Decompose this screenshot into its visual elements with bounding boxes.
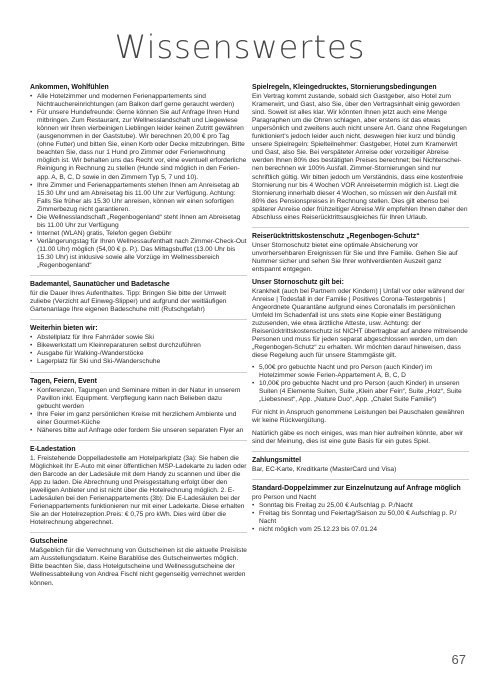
section-bademantel xyxy=(30,281,247,314)
section-reiseruecktritt xyxy=(252,233,469,274)
section-heading: Standard-Doppelzimmer zur Einzelnutzung auf Anfrage möglich xyxy=(252,485,461,493)
bullet-list xyxy=(30,93,247,270)
list-item: • Abstellplatz für Ihre Fahrräder sowie Ski xyxy=(30,334,247,342)
divider xyxy=(30,372,247,373)
list-item: • 10,00€ pro gebuchte Nacht und pro Person (auch Kinder) in unseren Suiten (4 Elemente Suiten, Suite „Klein aber Fein“, Suite „Holz“, Suite „Liebesnest“, App. „Nature Duo“, App. „Chalet Suite Familie“) xyxy=(252,380,469,404)
section-text: Maßgeblich für die Verrechnung von Gutscheinen ist die aktuelle Preisliste am Ausstellungsdatum. Keine Barablöse des Gutscheinwertes möglich. Bitte beachten Sie, dass Hotelgutscheine und Wellnessgutscheine der Wellnessabteilung von Andrea Fischl nicht gegenseitig verrechnet werden können. xyxy=(30,547,247,587)
section-text: Ein Vertrag kommt zustande, sobald sich Gastgeber, also Hotel zum Kramerwirt, und Gast, also Sie, über den Vertragsinhalt einig geworden sind. Soweit ist alles klar. Wir könnten Ihnen jetzt auch eine Menge Paragraphen um die Ohren schlagen, aber erstens ist das etwas unpersönlich und zweitens auch nicht unsere Art. Ganz ohne Regelungen funktioniert’s jedoch leider auch nicht, deswegen hier kurz und bündig unsere Spielregeln: Spielteilnehmer: Gastgeber, Hotel zum Kramerwirt und Gast, also Sie. Bei verspäteter Anreise oder vorzeitiger Abreise werden Ihnen 80% des bestätigten Preises berechnet; bei Nichterscheinen berechnen wir 100% Ausfall. Zimmer-Stornierungen sind nur schriftlich gültig. Wir bitten jedoch um Verständnis, dass eine kostenfreie Stornierung nur bis 4 Wochen VOR Anreisetermin möglich ist. Liegt die Stornierung innerhalb dieser 4 Wochen, so müssen wir den Ausfall mit 80% des Pensionspreises in Rechnung stellen. Dies gilt ebenso bei späterer Anreise oder frühzeitiger Abreise.Wir empfehlen Ihnen daher den Abschluss eines Reiserücktrittsausgleiches für Ihren Urlaub. xyxy=(252,93,468,221)
section-e-ladestation xyxy=(30,446,247,527)
section-text: pro Person und Nacht xyxy=(252,494,317,502)
list-item: • 5,00€ pro gebuchte Nacht und pro Person (auch Kinder) im Hotelzimmer sowie Ferien-Appartement A, B, C, D xyxy=(252,364,469,380)
section-heading: Tagen, Feiern, Event xyxy=(30,377,97,385)
page-title: Wissenswertes xyxy=(114,28,366,66)
list-item: • Verlängerungstag für Ihren Wellnessaufenthalt nach Zimmer-Check-Out (11.00 Uhr) möglich (54,00 € p. P.). Das Mittagsbuffet (13.00 Uhr bis 15.30 Uhr) ist inklusive sowie alle Vorzüge im Wellnessbereich „Regenbogenland“ xyxy=(30,238,247,270)
section-heading: Bademantel, Saunatücher und Badetasche xyxy=(30,281,170,289)
section-gutscheine xyxy=(30,538,247,587)
list-item: • Internet (WLAN) gratis, Telefon gegen Gebühr xyxy=(30,230,247,238)
section-ankommen xyxy=(30,84,247,270)
section-heading: Reiserücktrittskostenschutz „Regenbogen-Schutz“ xyxy=(252,232,420,240)
left-column xyxy=(30,84,247,593)
list-item: • Ihre Zimmer und Ferienappartements stehen Ihnen am Anreisetag ab 15.30 Uhr und am Abreisetag bis 11.00 Uhr zur Verfügung. Achtung: Falls Sie früher als 15.30 Uhr anreisen, können wir einen sofortigen Zimmerbezug nicht garantieren. xyxy=(30,182,247,214)
section-heading: Gutscheine xyxy=(30,538,68,546)
list-item: • Alle Hotelzimmer und modernen Ferienappartements sind Nichtrauchereinrichtungen (am Balkon darf gerne geraucht werden) xyxy=(30,93,247,109)
section-heading: Unser Stornoschutz gilt bei: xyxy=(252,279,344,287)
section-tagen xyxy=(30,378,247,435)
list-item: • Bikewerkstatt um Kleinreparaturen selbst durchzuführen xyxy=(30,342,247,350)
list-item: • Ausgabe für Walking-/Wanderstöcke xyxy=(30,350,247,358)
list-item: • Ihre Feier im ganz persönlichen Kreise mit herzlichem Ambiente und einer Gourmet-Küche xyxy=(30,411,247,427)
list-item: • nicht möglich vom 25.12.23 bis 07.01.24 xyxy=(252,526,469,534)
section-text: Natürlich gäbe es noch einiges, was man hier aufreihen könnte, aber wir sind der Meinung, dies ist eine gute Basis für ein gutes Spiel. xyxy=(252,429,464,445)
section-einzelnutzung xyxy=(252,485,469,534)
list-item: • Die Wellnesslandschaft „Regenbogenland“ steht Ihnen am Abreisetag bis 11.00 Uhr zur Verfügung xyxy=(30,214,247,230)
list-item: • Freitag bis Sonntag und Feiertag/Saison zu 50,00 € Aufschlag p. P./ Nacht xyxy=(252,510,469,526)
list-item: • Näheres bitte auf Anfrage oder fordern Sie unseren separaten Flyer an xyxy=(30,427,247,435)
bullet-list xyxy=(30,334,247,366)
list-item: • Für unsere Hundefreunde: Gerne können Sie auf Anfrage Ihren Hund mitbringen. Zum Restaurant, zur Wellnesslandschaft und Liegewiese können wir Ihren vierbeinigen Lieblingen leider keinen Zutritt gewähren (ausgenommen in der Gaststube). Wir berechnen 20,00 € pro Tag (ohne Futter) und bitten Sie, einen Korb oder Decke mitzubringen. Bitte beachten Sie, dass nur 1 Hund pro Zimmer oder Ferienwohnung möglich ist. Wir behalten uns das Recht vor, eine eventuell erforderliche Reinigung in Rechnung zu stellen (Hunde sind möglich in den Ferienapp. A, B, C, D sowie in den Zimmern Typ 5, 7 und 10). xyxy=(30,109,247,181)
divider xyxy=(30,440,247,441)
list-item: • Sonntag bis Freitag zu 25,00 € Aufschlag p. P./Nacht xyxy=(252,502,469,510)
section-spielregeln xyxy=(252,84,469,222)
section-text: Bar, EC-Karte, Kreditkarte (MasterCard und Visa) xyxy=(252,465,397,473)
page-number: 67 xyxy=(451,652,466,667)
section-text: Für nicht in Anspruch genommene Leistungen bei Pauschalen gewähren wir keine Rückvergütung. xyxy=(252,408,465,424)
bullet-list xyxy=(252,502,469,534)
divider xyxy=(252,227,469,228)
section-heading: E-Ladestation xyxy=(30,445,76,453)
section-rueckverguetung xyxy=(252,409,469,425)
bullet-list xyxy=(30,387,247,435)
list-item: • Konferenzen, Tagungen und Seminare mitten in der Natur in unserem Pavillon inkl. Equipment. Verpflegung kann nach Belieben dazu gebucht werden xyxy=(30,387,247,411)
section-text: 1. Freistehende Doppelladestelle am Hotelparkplatz (3a): Sie haben die Möglichkeit Ihr E-Auto mit einer öffentlichen MSP-Ladekarte zu laden oder den Barcode an der Ladesäule mit dem Handy zu scannen und über die App zu laden. Die Abrechnung und Preisgestaltung erfolgt über den jeweiligen Anbieter und ist nicht über die Hotelrechnung möglich. 2. E-Ladesäulen bei den Ferienappartements (3b): Die E-Ladesäulen bei der Ferienappartements funktionieren nur mit einer Ladekarte. Diese erhalten Sie an der Hotelrezeption.Preis: € 0,75 pro kWh. Dies wird über die Hotelrechnung abgerechnet. xyxy=(30,454,247,527)
section-heading: Weiterhin bieten wir: xyxy=(30,325,98,333)
right-column xyxy=(252,84,469,539)
section-text: Unser Stornoschutz bietet eine optimale Absicherung vor unvorhersehbaren Ereignissen für Sie und Ihre Familie. Gehen Sie auf Nummer sicher und sehen Sie Ihrer wohlverdienten Auszeit ganz entspannt entgegen. xyxy=(252,241,458,273)
section-text: Krankheit (auch bei Partnern oder Kindern) | Unfall vor oder während der Anreise | Todesfall in der Familie | Positives Corona-Testergebnis | Angeordnete Quarantäne aufgrund eines Coronafalls im persönlichen Umfeld Im Schadenfall ist uns stets eine Kopie einer Bestätigung zuzusenden, wie etwa ärztliche Atteste, usw. Achtung: der Reiserücktrittskostenschutz ist NICHT übertragbar auf andere mitreisende Personen und muss für jeden separat abgeschlossen werden, um den „Regenbogen-Schutz“ zu erhalten. Wir möchten darauf hinweisen, dass diese Regelung auch für unsere Stammgäste gilt. xyxy=(252,288,468,360)
divider xyxy=(30,532,247,533)
section-heading: Spielregeln, Kleingedrucktes, Stornierungsbedingungen xyxy=(252,84,437,91)
section-heading: Zahlungsmittel xyxy=(252,456,302,464)
section-basis xyxy=(252,430,469,446)
bullet-list xyxy=(252,364,469,404)
divider xyxy=(252,479,469,480)
list-item: • Lagerplatz für Ski und Ski-/Wanderschuhe xyxy=(30,358,247,366)
section-zahlungsmittel xyxy=(252,457,469,474)
section-heading: Ankommen, Wohlfühlen xyxy=(30,84,109,91)
section-weiterhin xyxy=(30,325,247,366)
divider xyxy=(252,451,469,452)
section-stornoschutz xyxy=(252,279,469,404)
divider xyxy=(30,275,247,276)
section-text: für die Dauer Ihres Aufenthaltes. Tipp: Bringen Sie bitte der Umwelt zuliebe (Verzicht auf Einweg-Slipper) und aufgrund der weitläufigen Gartenanlage Ihre eigenen Badeschuhe mit! (Rutschgefahr) xyxy=(30,290,227,314)
divider xyxy=(30,319,247,320)
